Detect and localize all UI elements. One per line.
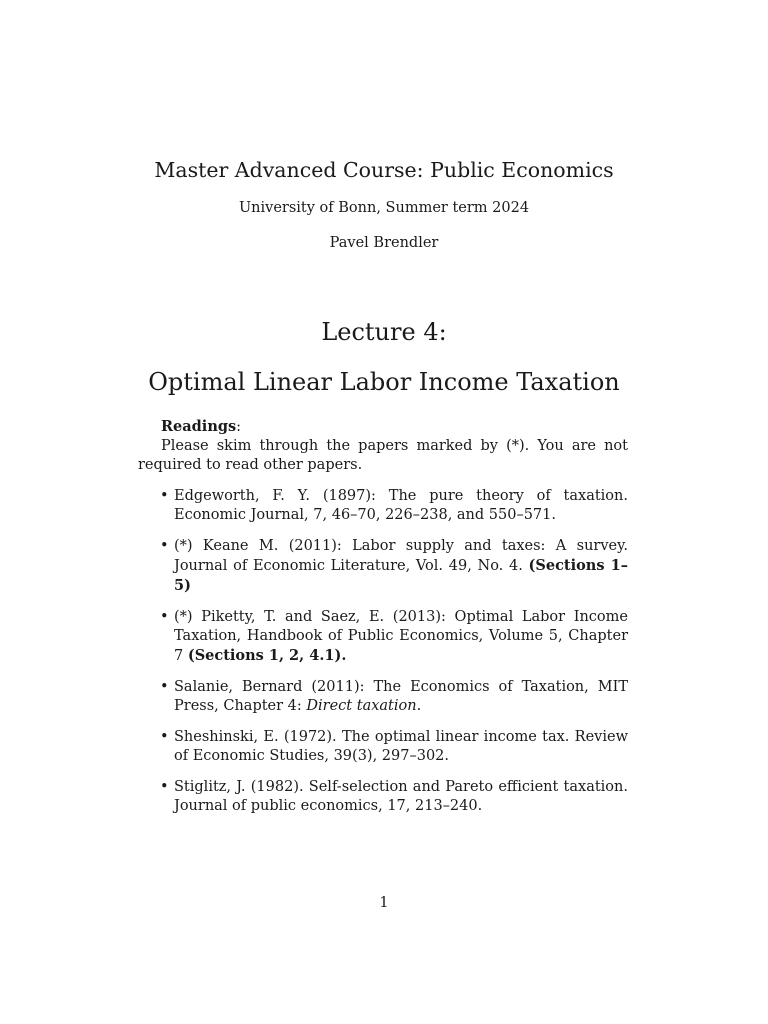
reference-item bbox=[138, 778, 628, 816]
lecture-title: Optimal Linear Labor Income Taxation bbox=[148, 368, 620, 396]
reference-chapter-title: Direct taxation bbox=[306, 698, 417, 714]
reference-sections: (Sections 1–5) bbox=[174, 557, 629, 594]
readings-heading-label: Readings bbox=[161, 418, 237, 435]
reference-item bbox=[138, 487, 628, 525]
author-name: Pavel Brendler bbox=[329, 235, 439, 251]
readings-heading bbox=[161, 417, 628, 437]
reference-text: (*) Piketty, T. and Saez, E. (2013): Optimal Labor Income Taxation, Handbook of Public Economics, Volume 5, Chapter 7 bbox=[174, 609, 628, 664]
bullet-icon: • bbox=[160, 779, 169, 795]
bullet-icon: • bbox=[160, 488, 169, 504]
reference-text: (*) Keane M. (2011): Labor supply and taxes: A survey. Journal of Economic Literature, Vol. 49, No. 4. bbox=[174, 538, 628, 574]
university-term: University of Bonn, Summer term 2024 bbox=[238, 200, 530, 216]
bullet-icon: • bbox=[160, 729, 169, 745]
readings-section bbox=[138, 417, 628, 828]
reference-item bbox=[138, 537, 628, 596]
reference-item bbox=[138, 678, 628, 716]
reference-sections: (Sections 1, 2, 4.1). bbox=[187, 647, 347, 664]
reference-text: Stiglitz, J. (1982). Self-selection and Pareto efficient taxation. Journal of public economics, 17, 213–240. bbox=[174, 779, 628, 814]
bullet-icon: • bbox=[160, 538, 169, 554]
reference-tail: . bbox=[416, 698, 422, 714]
reference-text: Edgeworth, F. Y. (1897): The pure theory of taxation. Economic Journal, 7, 46–70, 226–238, and 550–571. bbox=[174, 488, 628, 523]
readings-heading-colon: : bbox=[236, 419, 242, 435]
bullet-icon: • bbox=[160, 609, 169, 625]
bullet-icon: • bbox=[160, 679, 169, 695]
reference-item bbox=[138, 728, 628, 766]
reference-item bbox=[138, 608, 628, 666]
lecture-number: Lecture 4: bbox=[321, 318, 447, 346]
readings-intro: Please skim through the papers marked by (*). You are not required to read other papers. bbox=[138, 438, 628, 473]
page-number: 1 bbox=[379, 895, 389, 911]
course-title: Master Advanced Course: Public Economics bbox=[154, 158, 614, 182]
reference-text: Sheshinski, E. (1972). The optimal linear income tax. Review of Economic Studies, 39(3), 297–302. bbox=[174, 729, 628, 764]
reference-text: Salanie, Bernard (2011): The Economics of Taxation, MIT Press, Chapter 4: bbox=[174, 679, 628, 714]
reference-list bbox=[138, 487, 628, 816]
